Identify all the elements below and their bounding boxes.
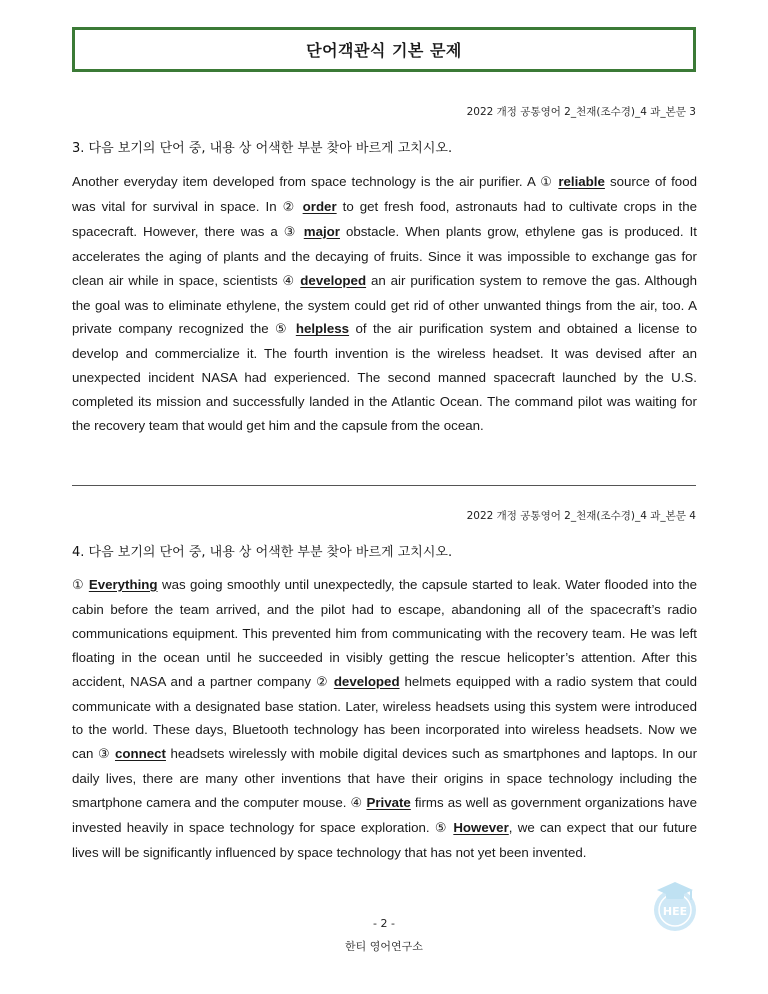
q3-marker-1: ① <box>540 175 554 190</box>
page-title: 단어객관식 기본 문제 <box>306 41 462 60</box>
q4-word-3: connect <box>114 746 166 762</box>
q3-marker-2: ② <box>282 199 297 215</box>
page-title-box <box>72 27 696 72</box>
q4-marker-5: ⑤ <box>434 821 449 837</box>
page-number: - 2 - <box>373 917 395 930</box>
q4-text: firms as well as government organizations have invested heavily in space technology for space exploration. <box>72 795 697 836</box>
q3-word-5: helpless <box>295 321 350 337</box>
q4-word-2: developed <box>333 673 400 689</box>
q4-marker-4: ④ <box>350 796 363 812</box>
q3-passage <box>72 170 697 438</box>
q4-question: 4. 다음 보기의 단어 중, 내용 상 어색한 부분 찾아 바르게 고치시오. <box>72 545 453 560</box>
q4-text: helmets equipped with a radio system that could communicate with a designated base station. Later, wireless headsets using this system were introduced to the world. These days, Bluetooth technology has been incorporated into wireless headsets. Now we can <box>72 673 698 762</box>
section-divider <box>72 485 696 486</box>
q3-source: 2022 개정 공통영어 2_천재(조수경)_4 과_본문 3 <box>466 106 696 118</box>
q4-source: 2022 개정 공통영어 2_천재(조수경)_4 과_본문 4 <box>466 510 696 522</box>
q3-marker-4: ④ <box>282 273 296 289</box>
q4-passage <box>72 573 697 865</box>
q3-word-2: order <box>302 198 337 214</box>
q3-text: source of food was vital for survival in space. In <box>72 174 697 214</box>
q3-text: to get fresh food, astronauts had to cultivate crops in the spacecraft. However, there was a <box>72 198 698 239</box>
q3-question: 3. 다음 보기의 단어 중, 내용 상 어색한 부분 찾아 바르게 고치시오. <box>72 141 453 156</box>
q4-word-5: However <box>453 820 509 836</box>
q4-text: headsets wirelessly with mobile digital devices such as smartphones and laptops. In our daily lives, there are many other inventions that have their origins in space technology including the smartphone camera and the computer mouse. <box>72 746 698 811</box>
q3-word-3: major <box>303 223 340 239</box>
q3-marker-3: ③ <box>283 224 298 240</box>
q3-marker-5: ⑤ <box>275 322 290 338</box>
q3-word-4: developed <box>300 272 367 288</box>
q3-text: of the air purification system and obtained a license to develop and commercialize it. The fourth invention is the wireless headset. It was devised after an unexpected incident NASA had experienced. The second manned spacecraft launched by the U.S. completed its mission and successfully landed in the Atlantic Ocean. The command pilot was waiting for the recovery team that would get him and the capsule from the ocean. <box>72 321 697 434</box>
logo-text: HEE <box>662 905 688 918</box>
q4-text: , we can expect that our future lives will be significantly influenced by space technology that has not yet been invented. <box>72 820 697 860</box>
q3-text: obstacle. When plants grow, ethylene gas is produced. It accelerates the aging of plants and the decaying of fruits. Since it was impossible to exchange gas for clean air while in space, scientists <box>72 223 698 288</box>
hee-logo-icon <box>649 880 701 932</box>
q4-marker-2: ② <box>315 674 329 690</box>
q4-word-4: Private <box>366 795 411 811</box>
q3-text: Another everyday item developed from space technology is the air purifier. A <box>72 174 541 189</box>
q4-marker-1: ① <box>72 578 85 593</box>
q3-word-1: reliable <box>558 174 605 189</box>
q3-text: an air purification system to remove the gas. Although the goal was to eliminate ethylene, the system could get rid of other unwanted things from the air, too. A private company recognized the <box>72 272 697 337</box>
q4-marker-3: ③ <box>97 747 111 763</box>
footer-organization: 한티 영어연구소 <box>345 940 423 953</box>
q4-word-1: Everything <box>88 577 158 592</box>
q4-text: was going smoothly until unexpectedly, the capsule started to leak. Water flooded into the cabin before the team arrived, and the pilot had to escape, abandoning all of the spacecraft’s radio communications equipment. This prevented him from communicating with the recovery team. He was left floating in the ocean until he succeeded in visibly getting the rescue helicopter’s attention. After this accident, NASA and a partner company <box>72 577 697 689</box>
